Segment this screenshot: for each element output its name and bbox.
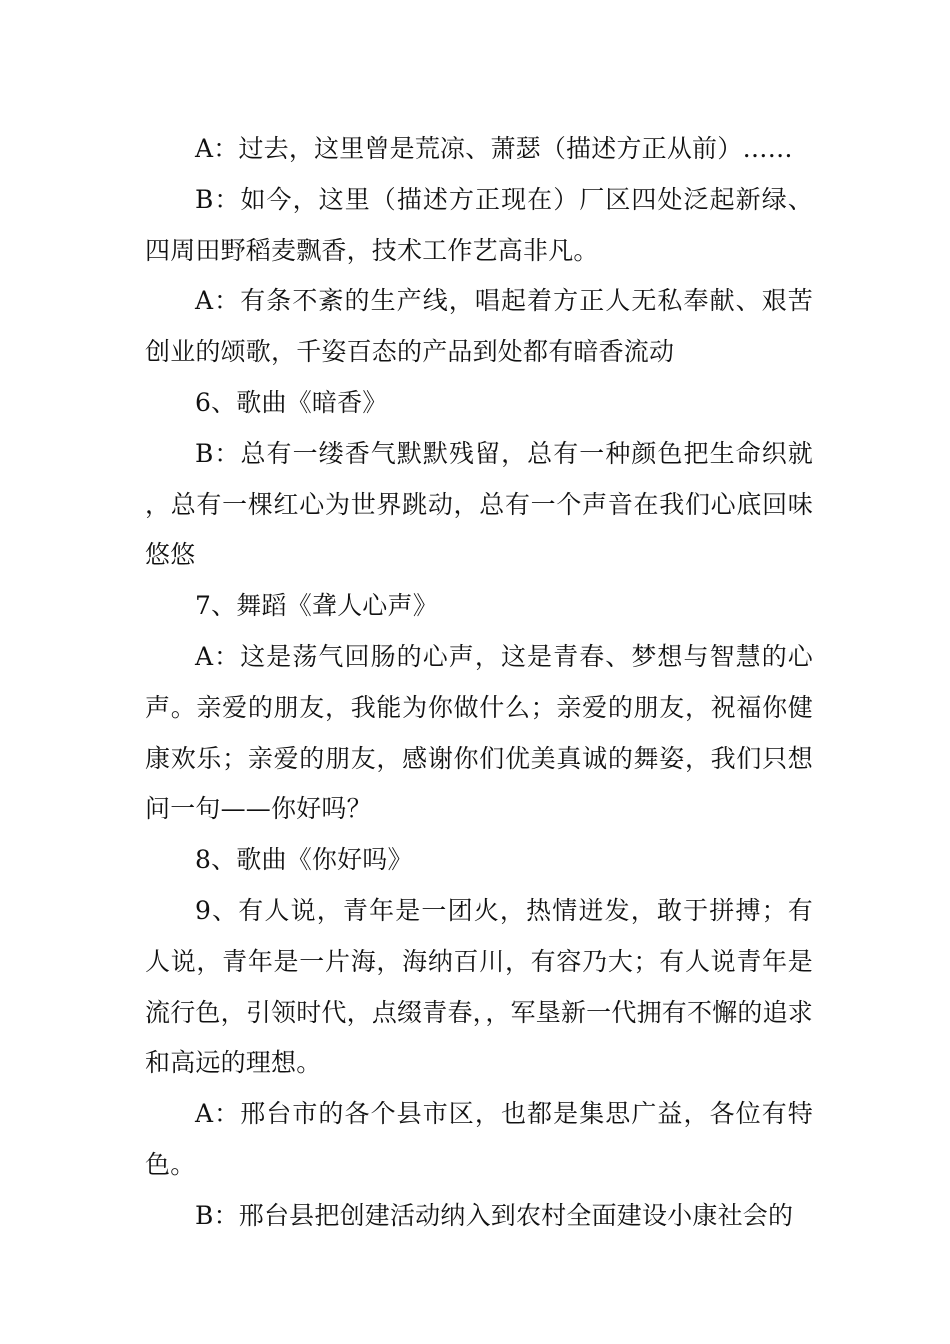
- program-item-8: 8、歌曲《你好吗》: [195, 845, 413, 875]
- program-item-9: 9、有人说，青年是一团火，热情迸发，敢于拼搏；有人说，青年是一片海，海纳百川，有容乃大；有人说青年是流行色，引领时代，点缀青春，，军垦新一代拥有不懈的追求和高远的理想。: [145, 895, 813, 1078]
- program-item-7: 7、舞蹈《聋人心声》: [195, 591, 438, 621]
- paragraph-host-b-xingtai-county: B：邢台县把创建活动纳入到农村全面建设小康社会的: [195, 1200, 794, 1230]
- program-item-6: 6、歌曲《暗香》: [195, 387, 388, 417]
- paragraph-host-b-fragrance: B：总有一缕香气默默残留，总有一种颜色把生命织就，总有一棵红心为世界跳动，总有一个声音在我们心底回味悠悠: [145, 438, 813, 570]
- paragraph-host-a-xingtai: A：邢台市的各个县市区，也都是集思广益，各位有特色。: [145, 1099, 813, 1179]
- paragraph-host-b-present: B：如今，这里（描述方正现在）厂区四处泛起新绿、四周田野稻麦飘香，技术工作艺高非凡。: [145, 184, 813, 265]
- paragraph-host-a-past: A：过去，这里曾是荒凉、萧瑟（描述方正从前）……: [195, 134, 793, 163]
- paragraph-host-a-voice: A：这是荡气回肠的心声，这是青春、梦想与智慧的心声。亲爱的朋友，我能为你做什么；亲爱的朋友，祝福你健康欢乐；亲爱的朋友，感谢你们优美真诚的舞姿，我们只想问一句——你好吗？: [145, 641, 813, 824]
- document-body: [145, 124, 813, 1242]
- paragraph-host-a-production-line: A：有条不紊的生产线，唱起着方正人无私奉献、艰苦创业的颂歌，千姿百态的产品到处都有暗香流动: [145, 286, 813, 367]
